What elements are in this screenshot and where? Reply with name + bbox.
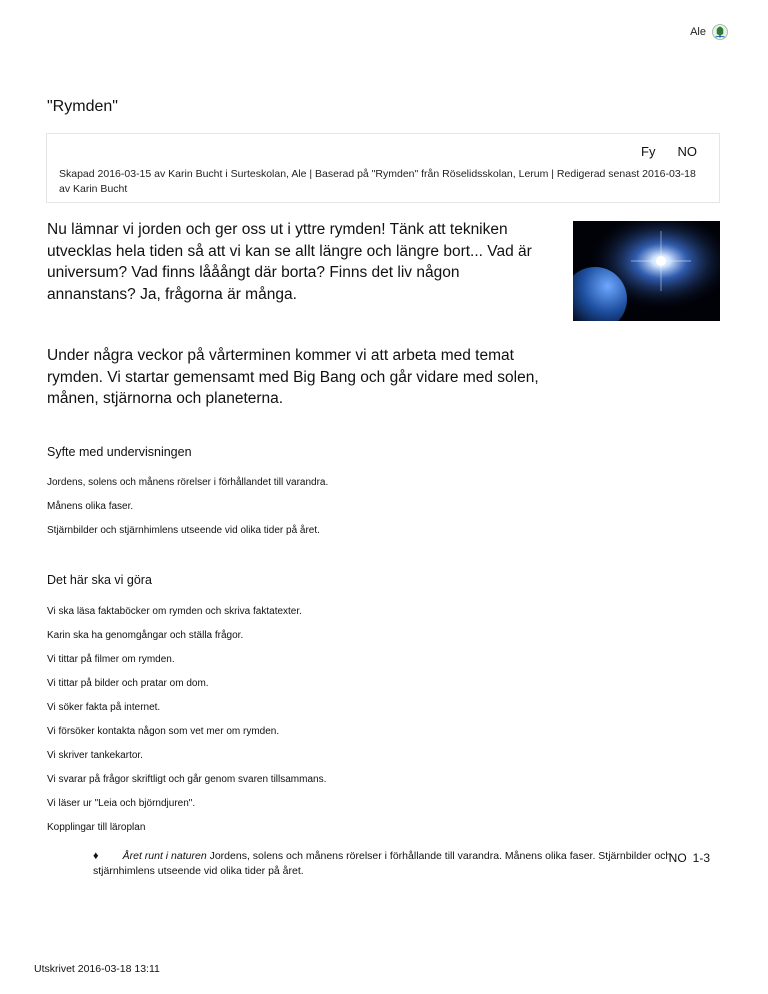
created-info: Skapad 2016-03-15 av Karin Bucht i Surteskolan, Ale | Baserad på "Rymden" från Röselidsskolan, Lerum | Redigerad senast 2016-03-18 av Karin Bucht	[59, 168, 696, 195]
intro-paragraph-2: Under några veckor på vårterminen kommer vi att arbeta med temat rymden. Vi startar gemensamt med Big Bang och går vidare med solen, månen, stjärnorna och planeterna.	[47, 347, 539, 407]
syfte-item: Månens olika faser.	[47, 501, 134, 512]
activity-item: Vi tittar på filmer om rymden.	[47, 654, 175, 665]
activity-item: Vi tittar på bilder och pratar om dom.	[47, 678, 209, 689]
syfte-heading: Syfte med undervisningen	[47, 445, 192, 459]
activity-item: Karin ska ha genomgångar och ställa frågor.	[47, 630, 244, 641]
diamond-bullet-icon: ♦	[93, 850, 99, 862]
curriculum-text: Jordens, solens och månens rörelser i förhållande till varandra. Månens olika faser. Stjärnbilder och stjärnhimlens utseende vid olika tider på året.	[93, 850, 672, 877]
tag-fy: Fy	[641, 144, 656, 159]
activity-item: Vi skriver tankekartor.	[47, 750, 143, 761]
tag-no: NO	[677, 144, 697, 159]
curriculum-topic: Året runt i naturen	[122, 850, 207, 862]
activity-item: Vi söker fakta på internet.	[47, 702, 161, 713]
meta-box	[46, 133, 720, 203]
activities-heading: Det här ska vi göra	[47, 573, 152, 587]
org-name: Ale	[690, 26, 706, 38]
intro-paragraph: Nu lämnar vi jorden och ger oss ut i yttre rymden! Tänk att tekniken utvecklas hela tiden så att vi kan se allt längre och längre bort... Vad är universum? Vad finns lååångt där borta? Finns det liv någon annanstans? Ja, frågorna är många.	[47, 221, 532, 303]
activity-item: Vi läser ur "Leia och björndjuren".	[47, 798, 196, 809]
curriculum-link-label: Kopplingar till läroplan	[47, 822, 146, 833]
activity-item: Vi ska läsa faktaböcker om rymden och skriva faktatexter.	[47, 606, 302, 617]
space-image	[573, 221, 720, 321]
activity-item: Vi försöker kontakta någon som vet mer om rymden.	[47, 726, 280, 737]
tree-logo-icon	[712, 24, 728, 40]
syfte-item: Stjärnbilder och stjärnhimlens utseende vid olika tider på året.	[47, 525, 320, 536]
curriculum-subject: NO	[668, 851, 687, 865]
syfte-item: Jordens, solens och månens rörelser i förhållandet till varandra.	[47, 477, 329, 488]
curriculum-level	[669, 851, 710, 865]
curriculum-item	[93, 849, 713, 879]
page-title: "Rymden"	[47, 98, 118, 115]
org-header	[690, 24, 728, 40]
activity-item: Vi svarar på frågor skriftligt och går genom svaren tillsammans.	[47, 774, 327, 785]
curriculum-grade: 1-3	[692, 851, 710, 865]
subject-tags	[641, 144, 697, 159]
printed-timestamp: Utskrivet 2016-03-18 13:11	[34, 963, 160, 975]
